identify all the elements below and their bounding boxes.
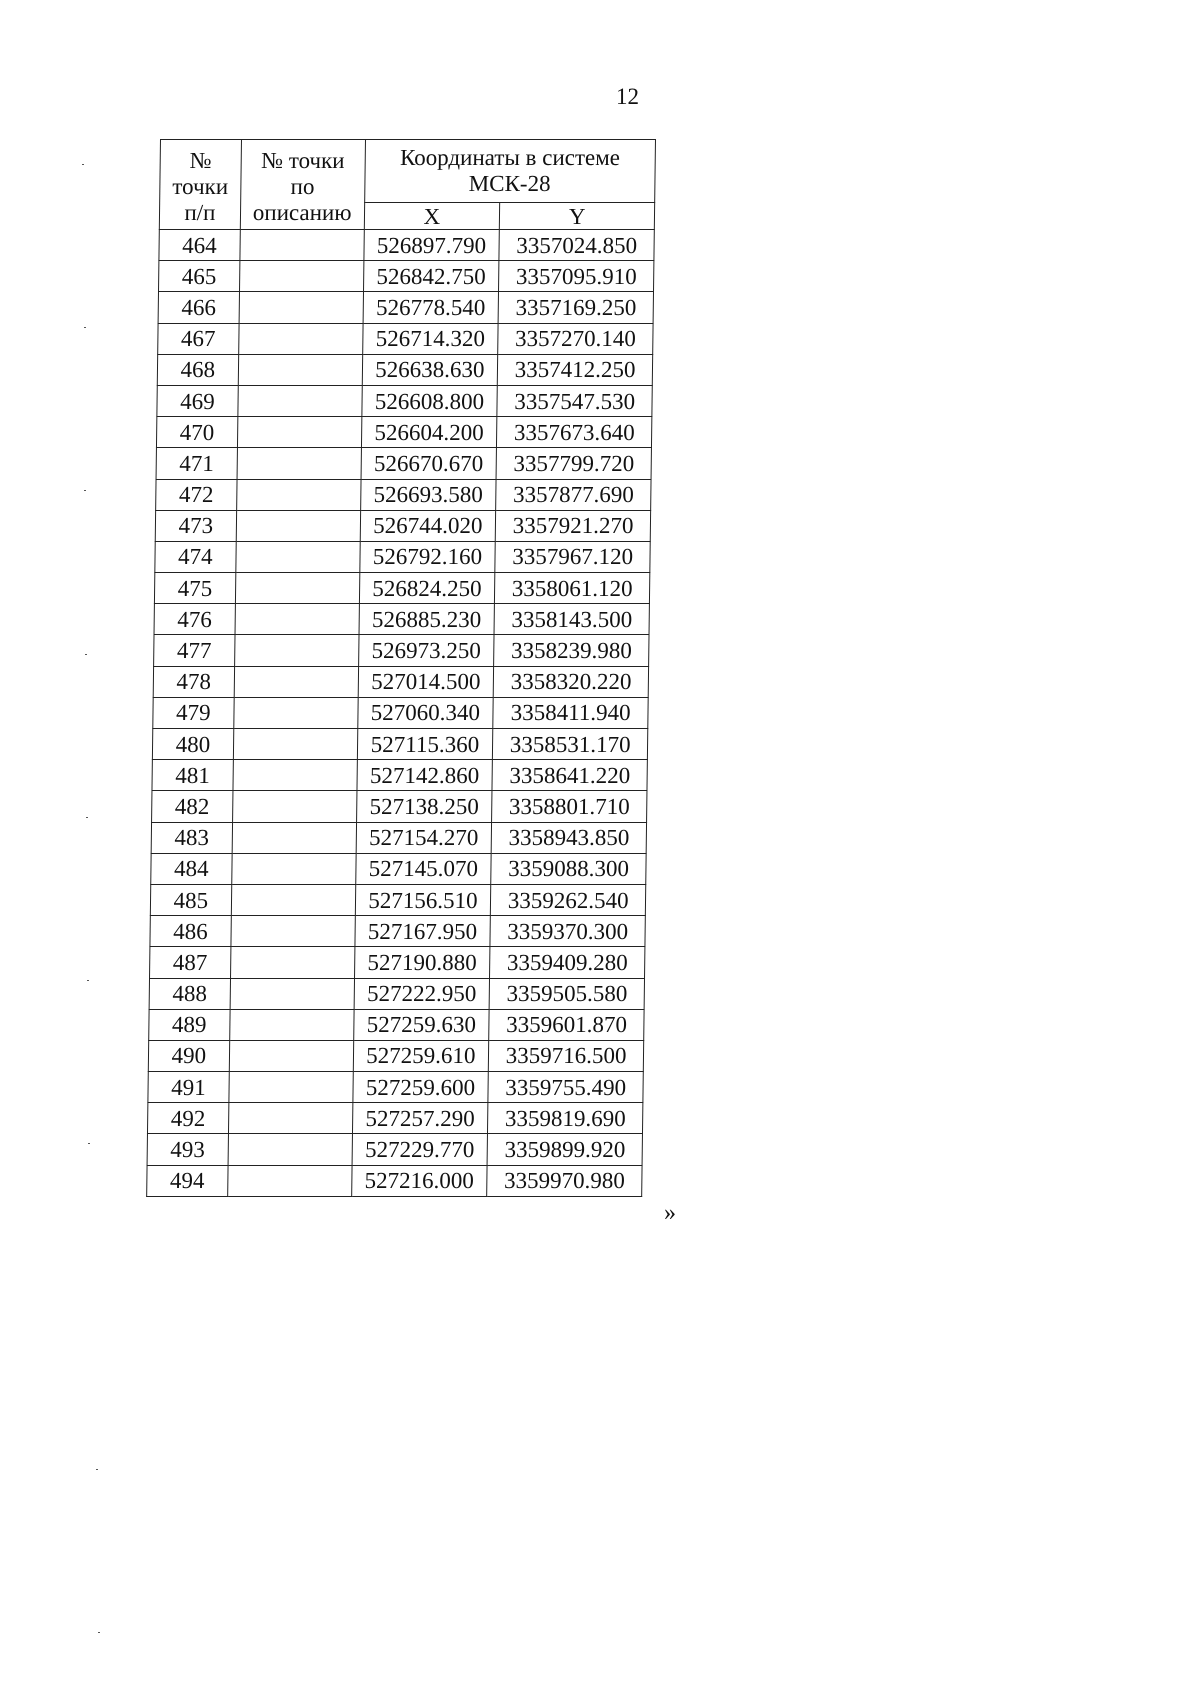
cell-x: 526744.020 xyxy=(360,510,496,541)
cell-point-number: 480 xyxy=(152,729,233,760)
cell-y: 3359601.870 xyxy=(489,1009,644,1040)
scan-speck xyxy=(84,490,86,491)
table-row xyxy=(148,1040,643,1071)
cell-y: 3359409.280 xyxy=(490,947,645,978)
cell-y: 3357967.120 xyxy=(495,541,650,572)
cell-point-by-description xyxy=(239,261,363,292)
table-row xyxy=(148,1072,643,1103)
cell-point-by-description xyxy=(232,853,356,884)
table-row xyxy=(153,697,648,728)
table-row xyxy=(147,1103,642,1134)
scan-speck xyxy=(84,327,86,328)
cell-point-number: 487 xyxy=(150,947,231,978)
cell-point-by-description xyxy=(232,822,356,853)
header-x: X xyxy=(364,203,500,230)
cell-point-by-description xyxy=(228,1134,352,1165)
cell-x: 526792.160 xyxy=(359,541,495,572)
cell-point-by-description xyxy=(231,884,355,915)
cell-point-by-description xyxy=(240,230,364,261)
cell-point-number: 473 xyxy=(155,510,236,541)
cell-y: 3358531.170 xyxy=(493,729,648,760)
cell-point-number: 481 xyxy=(152,760,233,791)
header-point-by-description-line-2: по xyxy=(290,174,315,199)
cell-x: 527259.630 xyxy=(353,1009,489,1040)
scan-speck xyxy=(88,1143,90,1144)
cell-point-by-description xyxy=(238,385,362,416)
table-row xyxy=(154,573,649,604)
cell-point-number: 483 xyxy=(151,822,232,853)
cell-point-by-description xyxy=(234,666,358,697)
cell-x: 526638.630 xyxy=(362,354,498,385)
cell-point-by-description xyxy=(238,354,362,385)
table-row xyxy=(152,791,647,822)
cell-y: 3357877.690 xyxy=(496,479,651,510)
cell-point-number: 489 xyxy=(149,1009,230,1040)
scan-speck xyxy=(87,980,89,981)
cell-x: 526824.250 xyxy=(359,573,495,604)
table-row xyxy=(150,916,645,947)
cell-point-by-description xyxy=(229,1072,353,1103)
cell-x: 527257.290 xyxy=(352,1103,488,1134)
cell-point-by-description xyxy=(236,479,360,510)
cell-x: 527154.270 xyxy=(356,822,492,853)
cell-point-by-description xyxy=(237,417,361,448)
cell-x: 526842.750 xyxy=(363,261,499,292)
cell-x: 526973.250 xyxy=(358,635,494,666)
table-row xyxy=(147,1134,642,1165)
cell-y: 3359970.980 xyxy=(487,1165,642,1196)
cell-point-by-description xyxy=(229,1040,353,1071)
cell-point-by-description xyxy=(235,604,359,635)
cell-point-by-description xyxy=(233,760,357,791)
header-coordinates-line-2: МСК-28 xyxy=(468,171,551,196)
header-point-number-line-1: № xyxy=(189,148,212,173)
table-row xyxy=(149,1009,644,1040)
header-point-by-description-line-1: № точки xyxy=(260,148,345,173)
cell-point-number: 467 xyxy=(158,323,239,354)
scan-speck xyxy=(98,1632,100,1633)
cell-x: 527229.770 xyxy=(352,1134,488,1165)
cell-point-by-description xyxy=(236,541,360,572)
cell-point-by-description xyxy=(230,978,354,1009)
cell-point-number: 469 xyxy=(157,385,238,416)
scan-speck xyxy=(96,1469,98,1470)
cell-x: 527156.510 xyxy=(355,884,491,915)
cell-x: 527190.880 xyxy=(354,947,490,978)
cell-y: 3357169.250 xyxy=(498,292,653,323)
table-row xyxy=(153,666,648,697)
cell-point-number: 491 xyxy=(148,1072,229,1103)
table-row xyxy=(156,417,651,448)
header-coordinates-line-1: Координаты в системе xyxy=(399,145,621,170)
table-row xyxy=(155,510,650,541)
scan-speck xyxy=(85,654,87,655)
table-header xyxy=(159,140,655,230)
cell-y: 3359088.300 xyxy=(491,853,646,884)
cell-point-number: 477 xyxy=(154,635,235,666)
table-row xyxy=(149,978,644,1009)
cell-y: 3359899.920 xyxy=(487,1134,642,1165)
cell-point-by-description xyxy=(234,697,358,728)
cell-point-number: 470 xyxy=(156,417,237,448)
cell-point-number: 465 xyxy=(158,261,239,292)
cell-point-by-description xyxy=(234,635,358,666)
table-row xyxy=(151,822,646,853)
cell-point-number: 482 xyxy=(152,791,233,822)
cell-point-number: 488 xyxy=(149,978,230,1009)
cell-x: 527216.000 xyxy=(351,1165,487,1196)
table-row xyxy=(158,323,653,354)
table-row xyxy=(155,541,650,572)
cell-y: 3359716.500 xyxy=(489,1040,644,1071)
cell-x: 527145.070 xyxy=(355,853,491,884)
scan-speck xyxy=(82,164,84,165)
table-row xyxy=(159,230,654,261)
cell-y: 3359505.580 xyxy=(489,978,644,1009)
cell-x: 527222.950 xyxy=(354,978,490,1009)
table-row xyxy=(147,1165,642,1196)
header-point-by-description xyxy=(240,140,365,230)
cell-x: 526608.800 xyxy=(361,385,497,416)
cell-y: 3357547.530 xyxy=(497,385,652,416)
cell-point-by-description xyxy=(231,916,355,947)
cell-point-number: 494 xyxy=(147,1165,228,1196)
cell-point-number: 492 xyxy=(147,1103,228,1134)
cell-point-number: 476 xyxy=(154,604,235,635)
cell-point-number: 466 xyxy=(158,292,239,323)
cell-point-number: 464 xyxy=(159,230,240,261)
cell-point-by-description xyxy=(233,729,357,760)
cell-point-number: 478 xyxy=(153,666,234,697)
table-row xyxy=(156,448,651,479)
table-row xyxy=(154,604,649,635)
cell-y: 3357024.850 xyxy=(499,230,654,261)
cell-x: 526604.200 xyxy=(361,417,497,448)
cell-x: 526714.320 xyxy=(362,323,498,354)
cell-x: 527259.610 xyxy=(353,1040,489,1071)
cell-point-number: 485 xyxy=(150,884,231,915)
cell-point-by-description xyxy=(238,323,362,354)
table-row xyxy=(150,884,645,915)
table-row xyxy=(157,385,652,416)
cell-x: 527014.500 xyxy=(358,666,494,697)
header-point-number-line-3: п/п xyxy=(184,200,216,225)
cell-point-by-description xyxy=(229,1009,353,1040)
table-row xyxy=(156,479,651,510)
cell-point-number: 479 xyxy=(153,697,234,728)
cell-point-by-description xyxy=(235,573,359,604)
cell-y: 3358320.220 xyxy=(493,666,648,697)
cell-x: 527167.950 xyxy=(354,916,490,947)
table-row xyxy=(158,261,653,292)
cell-x: 526885.230 xyxy=(359,604,495,635)
header-y: Y xyxy=(500,203,655,230)
cell-point-number: 493 xyxy=(147,1134,228,1165)
table-row xyxy=(154,635,649,666)
cell-point-number: 474 xyxy=(155,541,236,572)
cell-y: 3359262.540 xyxy=(491,884,646,915)
header-point-number xyxy=(159,140,241,230)
cell-x: 526778.540 xyxy=(363,292,499,323)
cell-x: 527060.340 xyxy=(357,697,493,728)
table-row xyxy=(151,853,646,884)
cell-y: 3357412.250 xyxy=(498,354,653,385)
table-row xyxy=(152,729,647,760)
cell-point-number: 468 xyxy=(157,354,238,385)
cell-y: 3357921.270 xyxy=(496,510,651,541)
cell-point-number: 484 xyxy=(151,853,232,884)
cell-point-by-description xyxy=(236,510,360,541)
cell-y: 3357673.640 xyxy=(497,417,652,448)
cell-y: 3359370.300 xyxy=(490,916,645,947)
cell-y: 3357799.720 xyxy=(496,448,651,479)
cell-x: 526897.790 xyxy=(363,230,499,261)
cell-point-by-description xyxy=(230,947,354,978)
cell-y: 3357270.140 xyxy=(498,323,653,354)
header-point-by-description-line-3: описанию xyxy=(252,200,352,225)
page-number: 12 xyxy=(616,84,639,109)
cell-y: 3357095.910 xyxy=(499,261,654,292)
cell-x: 527138.250 xyxy=(356,791,492,822)
cell-point-number: 475 xyxy=(154,573,235,604)
table-row xyxy=(150,947,645,978)
table-body xyxy=(147,230,655,1197)
scan-speck xyxy=(86,817,88,818)
cell-point-number: 471 xyxy=(156,448,237,479)
table-row xyxy=(152,760,647,791)
cell-y: 3358641.220 xyxy=(492,760,647,791)
cell-point-number: 486 xyxy=(150,916,231,947)
cell-point-number: 472 xyxy=(156,479,237,510)
table-row xyxy=(158,292,653,323)
cell-x: 527259.600 xyxy=(352,1072,488,1103)
cell-point-by-description xyxy=(227,1165,351,1196)
coordinates-table xyxy=(146,139,656,1197)
cell-point-by-description xyxy=(228,1103,352,1134)
cell-y: 3358801.710 xyxy=(492,791,647,822)
cell-y: 3358061.120 xyxy=(495,573,650,604)
cell-x: 527115.360 xyxy=(357,729,493,760)
cell-y: 3359755.490 xyxy=(488,1072,643,1103)
header-point-number-line-2: точки xyxy=(172,174,229,199)
cell-y: 3359819.690 xyxy=(488,1103,643,1134)
header-coordinates xyxy=(364,140,655,203)
cell-x: 526693.580 xyxy=(360,479,496,510)
table-row xyxy=(157,354,652,385)
cell-point-by-description xyxy=(239,292,363,323)
cell-y: 3358943.850 xyxy=(491,822,646,853)
cell-y: 3358143.500 xyxy=(494,604,649,635)
closing-quote: » xyxy=(664,1200,676,1226)
cell-point-number: 490 xyxy=(148,1040,229,1071)
cell-x: 526670.670 xyxy=(361,448,497,479)
cell-y: 3358239.980 xyxy=(494,635,649,666)
cell-y: 3358411.940 xyxy=(493,697,648,728)
cell-point-by-description xyxy=(237,448,361,479)
cell-point-by-description xyxy=(232,791,356,822)
cell-x: 527142.860 xyxy=(356,760,492,791)
